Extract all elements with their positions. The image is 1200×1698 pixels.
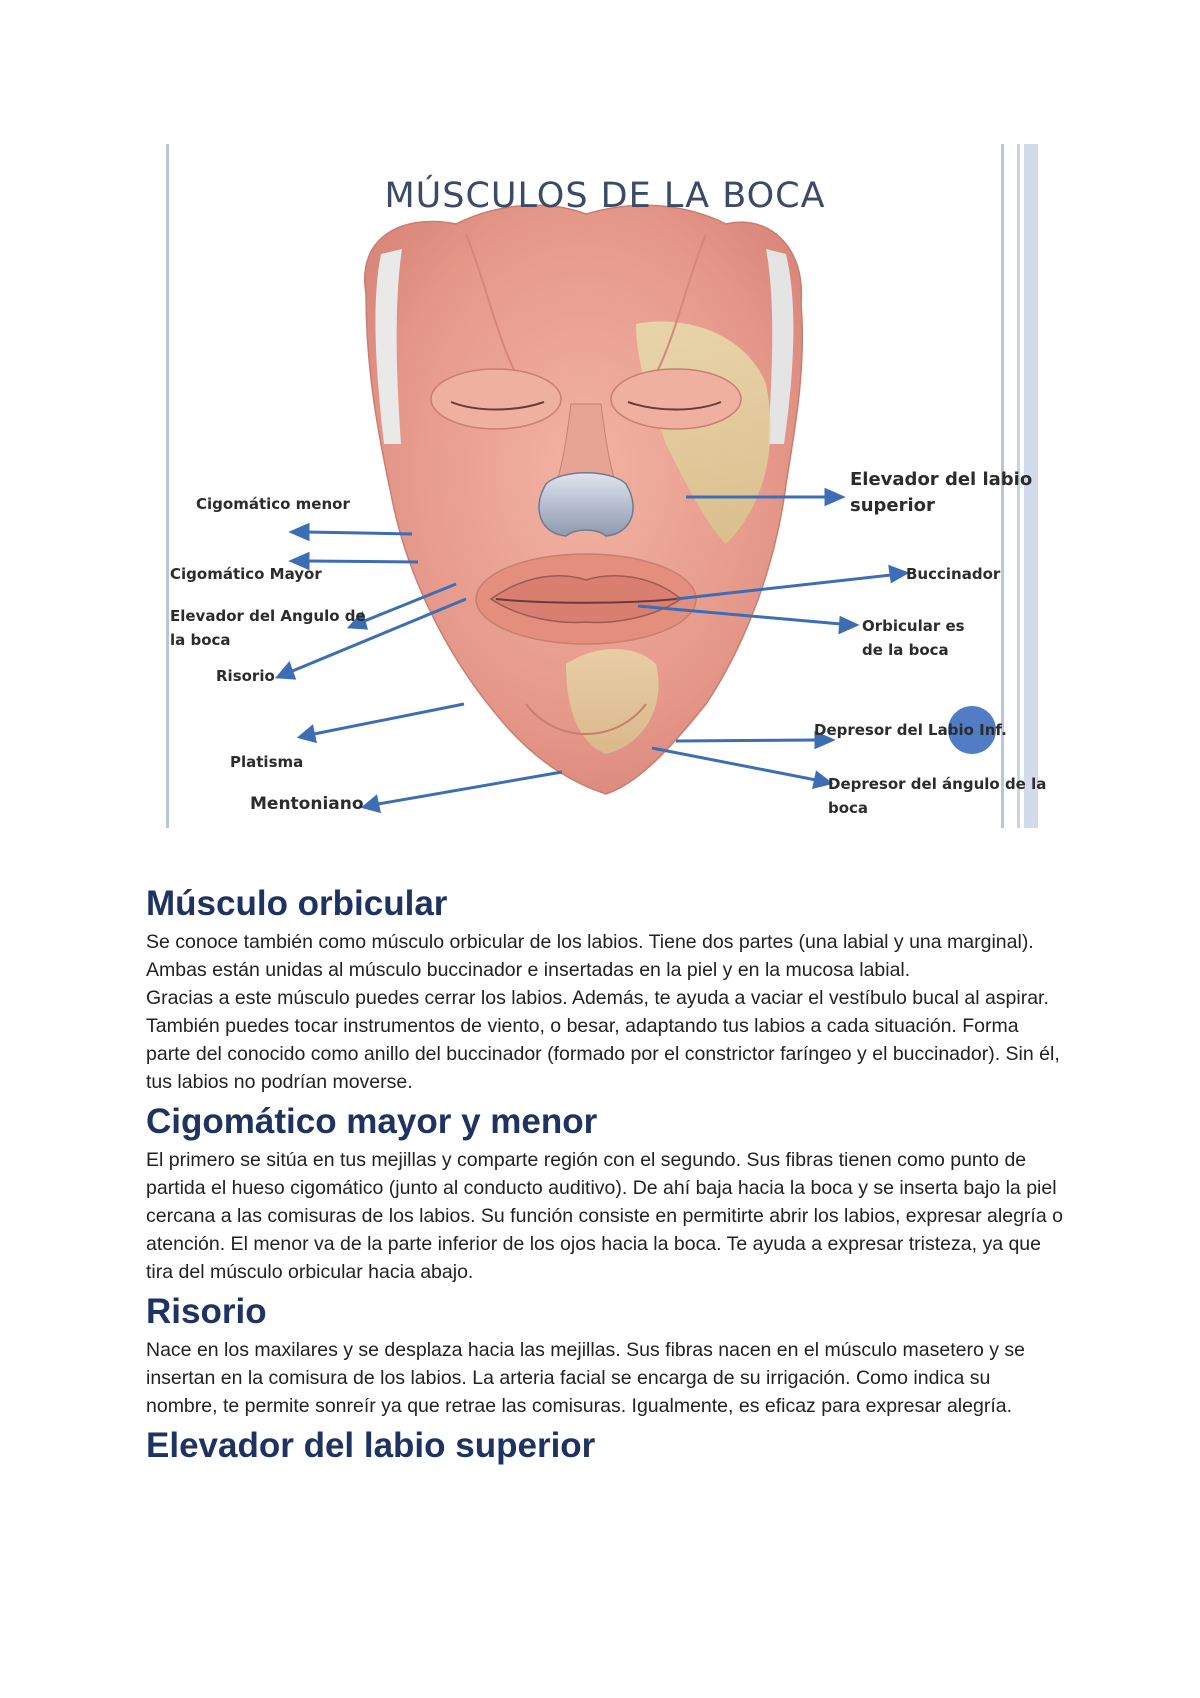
label-elevador-angulo-line2: la boca <box>170 631 231 649</box>
label-mentoniano: Mentoniano <box>250 794 364 814</box>
section-heading: Cigomático mayor y menor <box>146 1102 598 1141</box>
label-orbicular-line1: Orbicular es <box>862 617 965 635</box>
section-paragraph: Gracias a este músculo puedes cerrar los labios. Además, te ayuda a vaciar el vestíbulo bucal al aspirar. También puedes tocar instrumentos de viento, o besar, adaptando tus labios a cada situación. Forma parte del conocido como anillo del buccinador (formado por el constrictor faríngeo y el buccinador). Sin él, tus labios no podrían moverse. <box>146 987 1060 1093</box>
label-orbicular-line2: de la boca <box>862 641 949 659</box>
label-cigomatico-mayor: Cigomático Mayor <box>170 565 322 583</box>
label-platisma: Platisma <box>230 753 304 771</box>
label-depresor-angulo-line1: Depresor del ángulo de la <box>828 775 1047 793</box>
section-heading: Músculo orbicular <box>146 884 448 923</box>
label-elevador-angulo-line1: Elevador del Angulo de <box>170 607 366 625</box>
label-depresor-angulo-line2: boca <box>828 799 869 817</box>
label-buccinador: Buccinador <box>906 565 1001 583</box>
figure-title: MÚSCULOS DE LA BOCA <box>384 176 826 216</box>
muscle-diagram-figure <box>166 144 1047 828</box>
section-paragraph: Se conoce también como músculo orbicular de los labios. Tiene dos partes (una labial y una marginal). Ambas están unidas al músculo buccinador e insertadas en la piel y en la mucosa labial. <box>146 931 1034 981</box>
label-risorio: Risorio <box>216 667 275 685</box>
section-heading: Risorio <box>146 1292 267 1331</box>
label-depresor-labio: Depresor del Labio Inf. <box>814 721 1007 739</box>
label-cigomatico-menor: Cigomático menor <box>196 495 350 513</box>
article-body <box>146 880 1066 1470</box>
section-paragraph: Nace en los maxilares y se desplaza hacia las mejillas. Sus fibras nacen en el músculo masetero y se insertan en la comisura de los labios. La arteria facial se encarga de su irrigación. Como indica su nombre, te permite sonreír ya que retrae las comisuras. Igualmente, es eficaz para expresar alegría. <box>146 1339 1025 1417</box>
label-elevador-labio-line2: superior <box>850 495 935 516</box>
section-heading: Elevador del labio superior <box>146 1426 596 1465</box>
label-elevador-labio-line1: Elevador del labio <box>850 469 1033 490</box>
section-paragraph: El primero se sitúa en tus mejillas y comparte región con el segundo. Sus fibras tienen como punto de partida el hueso cigomático (junto al conducto auditivo). De ahí baja hacia la boca y se inserta bajo la piel cercana a las comisuras de los labios. Su función consiste en permitirte abrir los labios, expresar alegría o atención. El menor va de la parte inferior de los ojos hacia la boca. Te ayuda a expresar tristeza, ya que tira del músculo orbicular hacia abajo. <box>146 1149 1063 1283</box>
